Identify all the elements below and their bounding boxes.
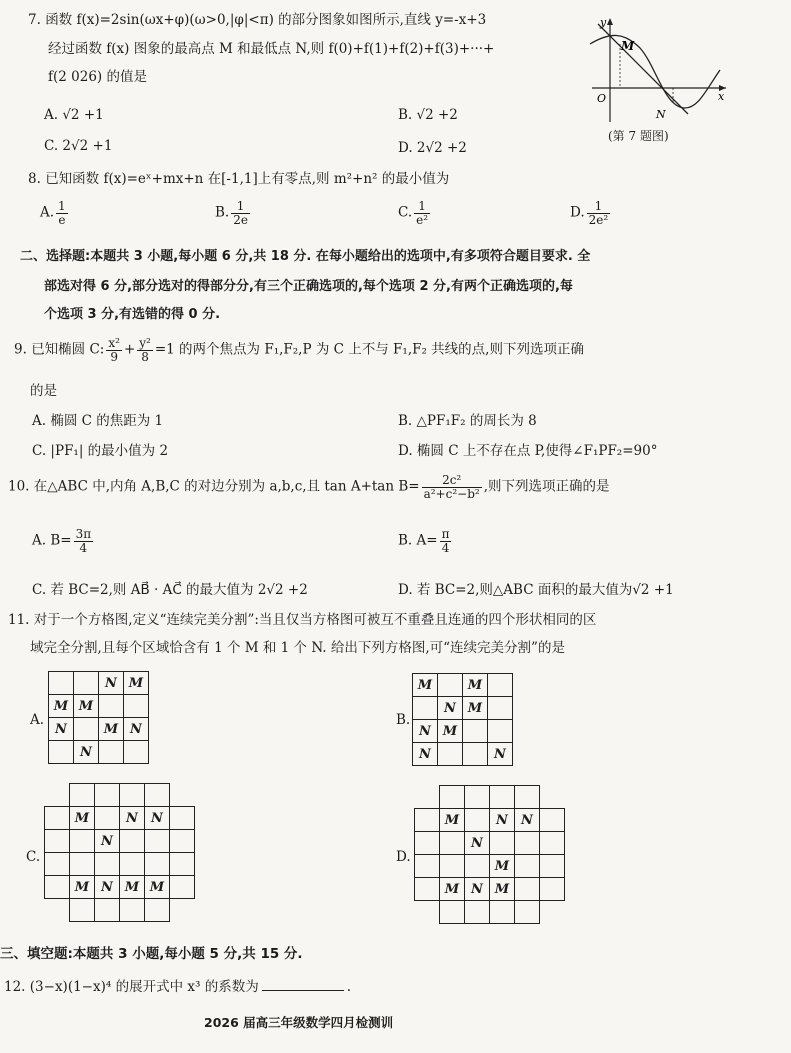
q11-stem-1: 对于一个方格图,定义“连续完美分割”:当且仅当方格图可被互不重叠且连通的四个形状相同的区 xyxy=(33,612,597,628)
grid-cell xyxy=(440,855,465,878)
grid-cell xyxy=(415,832,440,855)
grid-empty-corner xyxy=(540,786,565,809)
q10-number: 10. xyxy=(8,478,30,495)
q10-option-b[interactable] xyxy=(398,528,453,554)
grid-cell xyxy=(145,784,170,807)
grid-cell xyxy=(440,786,465,809)
q11-line1 xyxy=(8,614,596,628)
grid-row xyxy=(415,786,565,809)
grid-cell: N xyxy=(515,809,540,832)
grid-row xyxy=(49,718,149,741)
grid-cell xyxy=(45,830,70,853)
grid-cell xyxy=(515,855,540,878)
grid-cell xyxy=(438,743,463,766)
grid-cell: M xyxy=(70,807,95,830)
q7-option-a[interactable]: A. √2 +1 xyxy=(44,107,104,123)
section2-instructions-3: 个选项 3 分,有选错的得 0 分. xyxy=(44,307,221,322)
q8-option-c-label: C. xyxy=(398,204,413,221)
grid-cell: M xyxy=(120,876,145,899)
q8-option-b[interactable] xyxy=(215,200,252,226)
grid-cell xyxy=(70,784,95,807)
q12-stem: (3−x)(1−x)⁴ 的展开式中 x³ 的系数为 xyxy=(29,979,259,995)
grid-cell xyxy=(540,878,565,901)
grid-cell xyxy=(120,784,145,807)
grid-cell: M xyxy=(490,855,515,878)
grid-cell xyxy=(463,720,488,743)
q8-option-b-den: 2e xyxy=(233,212,248,227)
grid-cell xyxy=(95,784,120,807)
q11-option-a-label[interactable]: A. xyxy=(30,712,45,728)
grid-row xyxy=(413,697,513,720)
q9-pre: 已知椭圆 C: xyxy=(31,341,105,358)
section3-title: 三、填空题:本题共 3 小题,每小题 5 分,共 15 分. xyxy=(0,946,303,962)
grid-cell xyxy=(515,832,540,855)
q10-option-a-num: 3π xyxy=(75,527,92,541)
grid-cell: N xyxy=(49,718,74,741)
grid-cell xyxy=(170,876,195,899)
grid-row xyxy=(415,901,565,924)
grid-cell: N xyxy=(124,718,149,741)
grid-cell xyxy=(488,720,513,743)
grid-cell xyxy=(70,853,95,876)
grid-cell: N xyxy=(95,876,120,899)
grid-cell: N xyxy=(413,743,438,766)
grid-cell xyxy=(540,809,565,832)
q9-option-c[interactable]: C. |PF₁| 的最小值为 2 xyxy=(32,443,169,459)
q11-grid-c[interactable] xyxy=(44,783,195,922)
grid-cell: N xyxy=(95,830,120,853)
q10-option-b-pre: B. A= xyxy=(398,532,438,549)
q9-option-d[interactable]: D. 椭圆 C 上不存在点 P,使得∠F₁PF₂=90° xyxy=(398,443,658,459)
q7-figure-caption: (第 7 题图) xyxy=(608,129,669,143)
grid-cell xyxy=(170,853,195,876)
q11-grid-b[interactable] xyxy=(412,673,513,766)
grid-empty-corner xyxy=(415,901,440,924)
grid-row xyxy=(45,784,195,807)
q12-answer-blank[interactable] xyxy=(262,990,344,991)
grid-cell xyxy=(124,741,149,764)
q8-option-d-den: 2e² xyxy=(588,212,609,227)
q10-line xyxy=(8,474,610,500)
grid-cell xyxy=(415,809,440,832)
q11-grid-a[interactable] xyxy=(48,671,149,764)
q9-frac1-num: x² xyxy=(108,336,120,350)
grid-row xyxy=(415,832,565,855)
q7-fig-n-label: N xyxy=(656,108,666,121)
q10-option-a[interactable] xyxy=(32,528,95,554)
grid-empty-corner xyxy=(45,899,70,922)
grid-row xyxy=(413,720,513,743)
grid-cell xyxy=(170,830,195,853)
grid-cell xyxy=(465,809,490,832)
q9-frac1-den: 9 xyxy=(110,349,118,364)
grid-cell xyxy=(99,695,124,718)
q7-option-c[interactable]: C. 2√2 +1 xyxy=(44,138,113,154)
q11-option-c-label[interactable]: C. xyxy=(26,849,41,865)
grid-cell xyxy=(74,672,99,695)
grid-row xyxy=(49,695,149,718)
grid-cell xyxy=(45,876,70,899)
grid-cell xyxy=(515,878,540,901)
q8-stem: 已知函数 f(x)=eˣ+mx+n 在[-1,1]上有零点,则 m²+n² 的最小值为 xyxy=(45,171,450,187)
q7-option-b[interactable]: B. √2 +2 xyxy=(398,107,458,123)
grid-row xyxy=(45,830,195,853)
q10-option-b-num: π xyxy=(441,527,450,541)
grid-cell xyxy=(170,807,195,830)
grid-cell xyxy=(488,697,513,720)
q10-option-c[interactable]: C. 若 BC=2,则 AB⃗ · AC⃗ 的最大值为 2√2 +2 xyxy=(32,582,308,598)
q9-post: =1 的两个焦点为 F₁,F₂,P 为 C 上不与 F₁,F₂ 共线的点,则下列选项正确 xyxy=(154,341,584,358)
q8-option-a-den: e xyxy=(58,212,66,227)
grid-cell: M xyxy=(74,695,99,718)
q9-continuation: 的是 xyxy=(30,383,57,399)
grid-cell: N xyxy=(465,878,490,901)
grid-cell: N xyxy=(99,672,124,695)
grid-cell xyxy=(124,695,149,718)
grid-cell: M xyxy=(145,876,170,899)
q7-option-d[interactable]: D. 2√2 +2 xyxy=(398,140,467,156)
grid-cell xyxy=(120,899,145,922)
grid-cell xyxy=(490,786,515,809)
grid-cell xyxy=(145,830,170,853)
grid-cell xyxy=(465,901,490,924)
grid-cell: M xyxy=(70,876,95,899)
grid-cell xyxy=(120,830,145,853)
grid-row xyxy=(45,807,195,830)
grid-cell: N xyxy=(120,807,145,830)
grid-cell xyxy=(45,807,70,830)
grid-cell xyxy=(95,853,120,876)
grid-cell xyxy=(413,697,438,720)
q8-number: 8. xyxy=(28,171,41,187)
grid-row xyxy=(49,741,149,764)
grid-cell xyxy=(540,832,565,855)
grid-cell xyxy=(70,830,95,853)
grid-cell xyxy=(145,853,170,876)
q10-option-a-pre: A. B= xyxy=(32,532,72,549)
grid-cell xyxy=(515,901,540,924)
grid-cell: M xyxy=(440,809,465,832)
grid-cell xyxy=(95,807,120,830)
grid-cell xyxy=(465,855,490,878)
q9-number: 9. xyxy=(14,341,27,358)
q11-option-d-label[interactable]: D. xyxy=(396,849,411,865)
grid-empty-corner xyxy=(415,786,440,809)
grid-row xyxy=(45,876,195,899)
grid-cell xyxy=(120,853,145,876)
grid-row xyxy=(45,853,195,876)
q7-fig-m-label: M xyxy=(621,39,635,53)
q12-line xyxy=(4,981,351,995)
grid-cell xyxy=(515,786,540,809)
q8-option-a-label: A. xyxy=(40,204,55,221)
q10-option-b-den: 4 xyxy=(441,540,450,555)
grid-cell: M xyxy=(463,697,488,720)
grid-cell xyxy=(99,741,124,764)
grid-row xyxy=(415,855,565,878)
q10-frac-num: 2c² xyxy=(422,474,482,488)
grid-cell xyxy=(438,674,463,697)
grid-cell xyxy=(415,878,440,901)
grid-empty-corner xyxy=(170,784,195,807)
q12-number: 12. xyxy=(4,979,26,995)
grid-row xyxy=(49,672,149,695)
grid-cell xyxy=(488,674,513,697)
grid-cell xyxy=(490,901,515,924)
grid-cell: M xyxy=(490,878,515,901)
q7-number: 7. xyxy=(28,12,41,28)
q7-stem-2: 经过函数 f(x) 图象的最高点 M 和最低点 N,则 f(0)+f(1)+f(2)+f(3)+···+ xyxy=(48,41,495,57)
grid-cell: M xyxy=(438,720,463,743)
q8-line xyxy=(28,173,449,187)
grid-cell: N xyxy=(413,720,438,743)
grid-cell xyxy=(540,855,565,878)
grid-cell xyxy=(95,899,120,922)
grid-cell: M xyxy=(124,672,149,695)
grid-cell xyxy=(49,741,74,764)
q7-fig-y-label: y xyxy=(600,16,607,29)
q8-option-a-num: 1 xyxy=(58,199,66,213)
grid-cell: N xyxy=(145,807,170,830)
q7-line1 xyxy=(28,14,486,28)
grid-cell: N xyxy=(490,809,515,832)
grid-cell: M xyxy=(99,718,124,741)
q10-option-a-den: 4 xyxy=(79,540,88,555)
q7-function-graph xyxy=(580,14,730,126)
q10-option-d[interactable]: D. 若 BC=2,则△ABC 面积的最大值为√2 +1 xyxy=(398,582,674,598)
grid-empty-corner xyxy=(170,899,195,922)
q8-option-d-label: D. xyxy=(570,204,585,221)
grid-cell: M xyxy=(49,695,74,718)
grid-cell xyxy=(45,853,70,876)
q8-option-b-num: 1 xyxy=(231,200,250,214)
q9-line: 9. 已知椭圆 C: $\frac{\text{x²}}{9}$ + $\frac{\text{y²}}{8}$ =1 的两个焦点为 F₁,F₂,P 为 C 上不与 F₁,F₂ 共线的点,则下列选项正确 xyxy=(14,336,584,364)
grid-row xyxy=(45,899,195,922)
q9-option-a[interactable]: A. 椭圆 C 的焦距为 1 xyxy=(32,413,164,429)
grid-empty-corner xyxy=(540,901,565,924)
section2-instructions-2: 部选对得 6 分,部分选对的得部分分,有三个正确选项的,每个选项 2 分,有两个正确选项的,每 xyxy=(44,279,573,294)
q11-option-b-label[interactable]: B. xyxy=(396,712,411,728)
grid-cell xyxy=(465,786,490,809)
q11-stem-2: 域完全分割,且每个区域恰含有 1 个 M 和 1 个 N. 给出下列方格图,可“连续完美分割”的是 xyxy=(30,640,565,656)
q10-frac-den: a²+c²−b² xyxy=(423,486,480,501)
grid-cell: N xyxy=(438,697,463,720)
grid-cell: M xyxy=(413,674,438,697)
q7-stem-1: 函数 f(x)=2sin(ωx+φ)(ω>0,|φ|<π) 的部分图象如图所示,直线 y=-x+3 xyxy=(45,12,487,28)
q11-grid-d[interactable] xyxy=(414,785,565,924)
grid-cell: N xyxy=(488,743,513,766)
grid-cell xyxy=(440,901,465,924)
q8-option-d-num: 1 xyxy=(587,200,611,214)
grid-cell: M xyxy=(463,674,488,697)
grid-cell xyxy=(463,743,488,766)
grid-cell: N xyxy=(465,832,490,855)
q8-option-c[interactable] xyxy=(398,200,432,226)
q10-post: ,则下列选项正确的是 xyxy=(483,478,610,495)
q9-option-b[interactable]: B. △PF₁F₂ 的周长为 8 xyxy=(398,413,537,429)
grid-cell xyxy=(49,672,74,695)
grid-row xyxy=(415,809,565,832)
grid-cell: N xyxy=(74,741,99,764)
section2-instructions-1: 二、选择题:本题共 3 小题,每小题 6 分,共 18 分. 在每小题给出的选项中,有多项符合题目要求. 全 xyxy=(20,249,591,264)
q7-stem-3: f(2 026) 的值是 xyxy=(48,69,147,85)
page-footer: 2026 届高三年级数学四月检测训 xyxy=(204,1015,394,1030)
q9-frac2-num: y² xyxy=(139,336,151,350)
q8-option-c-num: 1 xyxy=(414,200,430,214)
q8-option-b-label: B. xyxy=(215,204,230,221)
grid-row xyxy=(413,743,513,766)
grid-cell xyxy=(74,718,99,741)
grid-cell xyxy=(415,855,440,878)
q8-option-c-den: e² xyxy=(416,212,429,227)
grid-cell xyxy=(70,899,95,922)
q8-option-a[interactable] xyxy=(40,200,70,226)
grid-cell xyxy=(440,832,465,855)
q12-end: . xyxy=(346,979,351,995)
grid-row xyxy=(415,878,565,901)
q11-number: 11. xyxy=(8,612,30,628)
grid-cell xyxy=(145,899,170,922)
grid-empty-corner xyxy=(45,784,70,807)
q9-frac2-den: 8 xyxy=(141,349,149,364)
grid-cell xyxy=(490,832,515,855)
q10-pre: 在△ABC 中,内角 A,B,C 的对边分别为 a,b,c,且 tan A+tan B= xyxy=(33,478,420,495)
grid-row xyxy=(413,674,513,697)
q7-fig-x-label: x xyxy=(718,90,725,103)
q8-option-d[interactable] xyxy=(570,200,612,226)
grid-cell: M xyxy=(440,878,465,901)
q7-fig-origin-label: O xyxy=(597,92,607,105)
